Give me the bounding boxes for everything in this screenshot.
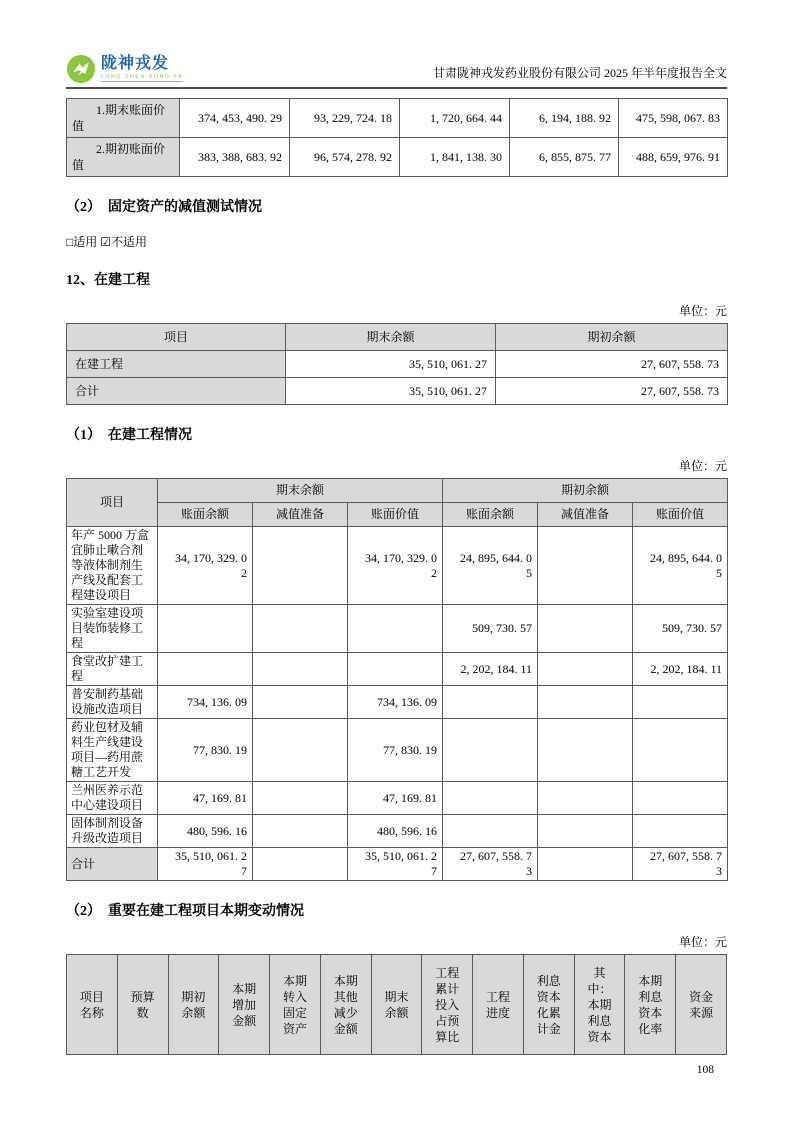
amount-cell [538, 653, 633, 686]
bird-logo-icon [66, 54, 96, 84]
row-label: 在建工程 [67, 351, 286, 378]
column-header: 账面价值 [348, 503, 443, 527]
page-header [66, 46, 727, 84]
amount-cell: 47, 169. 81 [158, 782, 253, 815]
amount-cell: 35, 510, 061. 27 [286, 351, 496, 378]
column-header: 账面余额 [443, 503, 538, 527]
amount-cell [633, 782, 728, 815]
table-header-row [67, 955, 727, 1055]
column-header: 减值准备 [538, 503, 633, 527]
amount-cell [538, 719, 633, 782]
amount-cell: 6, 194, 188. 92 [510, 99, 619, 138]
table-row [67, 686, 728, 719]
amount-cell: 96, 574, 278. 92 [290, 138, 400, 177]
brand-name: 陇神戎发 [101, 55, 170, 72]
applicability-note: □适用 ☑不适用 [66, 235, 148, 249]
column-group-header: 期末余额 [158, 479, 443, 503]
amount-cell [633, 686, 728, 719]
amount-cell [253, 782, 348, 815]
table-row [67, 378, 728, 405]
amount-cell [538, 527, 633, 605]
amount-cell: 480, 596. 16 [348, 815, 443, 848]
column-header: 本期增加金额 [219, 955, 270, 1055]
table-row [67, 719, 728, 782]
column-header: 本期转入固定资产 [270, 955, 321, 1055]
amount-cell: 488, 659, 976. 91 [619, 138, 728, 177]
amount-cell [253, 653, 348, 686]
column-header: 期初余额 [168, 955, 219, 1055]
amount-cell [538, 848, 633, 881]
column-header: 利息资本化累计金 [523, 955, 574, 1055]
header-rule [66, 87, 727, 89]
row-label: 1.期末账面价值 [67, 99, 180, 138]
brand-text [101, 56, 183, 82]
amount-cell [633, 815, 728, 848]
amount-cell [633, 719, 728, 782]
amount-cell [443, 719, 538, 782]
column-header: 预算数 [117, 955, 168, 1055]
row-label: 2.期初账面价值 [67, 138, 180, 177]
row-label: 合计 [67, 378, 286, 405]
amount-cell: 77, 830. 19 [158, 719, 253, 782]
amount-cell [253, 527, 348, 605]
project-name-cell: 兰州医养示范中心建设项目 [67, 782, 158, 815]
column-header: 账面余额 [158, 503, 253, 527]
impairment-heading: （2） 固定资产的减值测试情况 [66, 200, 262, 215]
amount-cell [158, 605, 253, 653]
unit-label: 单位：元 [678, 935, 727, 949]
column-header: 项目名称 [67, 955, 118, 1055]
column-header: 其中：本期利息资本 [574, 955, 625, 1055]
column-group-header: 期初余额 [443, 479, 728, 503]
project-name-cell: 药业包材及辅料生产线建设项目—药用蔗糖工艺开发 [67, 719, 158, 782]
unit-label: 单位：元 [678, 304, 727, 318]
cip-detail-heading: （1） 在建工程情况 [66, 428, 192, 443]
cip-summary-table [66, 323, 728, 405]
amount-cell: 374, 453, 490. 29 [180, 99, 290, 138]
column-header: 工程累计投入占预算比 [422, 955, 473, 1055]
column-header: 资金来源 [676, 955, 727, 1055]
amount-cell [253, 686, 348, 719]
page-number: 108 [696, 1064, 714, 1076]
amount-cell [348, 605, 443, 653]
column-header: 减值准备 [253, 503, 348, 527]
amount-cell: 2, 202, 184. 11 [633, 653, 728, 686]
project-name-cell: 普安制药基础设施改造项目 [67, 686, 158, 719]
amount-cell: 27, 607, 558. 73 [496, 378, 728, 405]
table-header-row [67, 479, 728, 503]
amount-cell [348, 653, 443, 686]
amount-cell [443, 815, 538, 848]
project-name-cell: 年产 5000 万盒宜肺止嗽合剂等液体制剂生产线及配套工程建设项目 [67, 527, 158, 605]
table-row [67, 99, 728, 138]
amount-cell: 509, 730. 57 [633, 605, 728, 653]
table-row [67, 782, 728, 815]
project-name-cell: 固体制剂设备升级改造项目 [67, 815, 158, 848]
amount-cell [158, 653, 253, 686]
amount-cell: 734, 136. 09 [158, 686, 253, 719]
column-header: 项目 [67, 324, 286, 351]
amount-cell: 383, 388, 683. 92 [180, 138, 290, 177]
amount-cell: 27, 607, 558. 73 [443, 848, 538, 881]
company-logo [66, 54, 183, 84]
amount-cell: 77, 830. 19 [348, 719, 443, 782]
column-header: 本期利息资本化率 [625, 955, 676, 1055]
amount-cell: 734, 136. 09 [348, 686, 443, 719]
amount-cell: 35, 510, 061. 27 [158, 848, 253, 881]
column-header: 工程进度 [473, 955, 524, 1055]
column-header: 期末余额 [371, 955, 422, 1055]
table-row [67, 527, 728, 605]
amount-cell: 35, 510, 061. 27 [286, 378, 496, 405]
column-header: 本期其他减少金额 [320, 955, 371, 1055]
column-header: 账面价值 [633, 503, 728, 527]
amount-cell: 34, 170, 329. 02 [348, 527, 443, 605]
table-row [67, 653, 728, 686]
cip-changes-table [66, 954, 727, 1055]
table-row [67, 138, 728, 177]
amount-cell: 93, 229, 724. 18 [290, 99, 400, 138]
table-total-row [67, 848, 728, 881]
amount-cell [538, 815, 633, 848]
amount-cell [253, 848, 348, 881]
project-name-cell: 食堂改扩建工程 [67, 653, 158, 686]
amount-cell [253, 719, 348, 782]
column-header: 期末余额 [286, 324, 496, 351]
document-title: 甘肃陇神戎发药业股份有限公司 2025 年半年度报告全文 [432, 66, 727, 80]
amount-cell: 480, 596. 16 [158, 815, 253, 848]
table-subheader-row [67, 503, 728, 527]
amount-cell: 2, 202, 184. 11 [443, 653, 538, 686]
amount-cell: 1, 720, 664. 44 [400, 99, 510, 138]
column-header: 期初余额 [496, 324, 728, 351]
amount-cell: 509, 730. 57 [443, 605, 538, 653]
amount-cell: 34, 170, 329. 02 [158, 527, 253, 605]
amount-cell [443, 686, 538, 719]
amount-cell [253, 605, 348, 653]
cip-detail-table [66, 478, 728, 881]
brand-name-en: LONG SHEN RONG FA [101, 74, 184, 80]
table-header-row [67, 324, 728, 351]
amount-cell: 475, 598, 067. 83 [619, 99, 728, 138]
table-row [67, 815, 728, 848]
unit-label: 单位：元 [678, 459, 727, 473]
amount-cell: 24, 895, 644. 05 [633, 527, 728, 605]
amount-cell: 35, 510, 061. 27 [348, 848, 443, 881]
amount-cell [538, 686, 633, 719]
amount-cell: 6, 855, 875. 77 [510, 138, 619, 177]
table-row [67, 351, 728, 378]
amount-cell: 27, 607, 558. 73 [633, 848, 728, 881]
amount-cell: 47, 169. 81 [348, 782, 443, 815]
amount-cell: 27, 607, 558. 73 [496, 351, 728, 378]
project-name-cell: 实验室建设项目装饰装修工程 [67, 605, 158, 653]
amount-cell [443, 782, 538, 815]
table-row [67, 605, 728, 653]
amount-cell: 24, 895, 644. 05 [443, 527, 538, 605]
amount-cell [253, 815, 348, 848]
column-header: 项目 [67, 479, 158, 527]
amount-cell [538, 605, 633, 653]
amount-cell [538, 782, 633, 815]
fixed-assets-carryover-table [66, 98, 728, 177]
cip-changes-heading: （2） 重要在建工程项目本期变动情况 [66, 904, 304, 919]
total-row-label: 合计 [67, 848, 158, 881]
amount-cell: 1, 841, 138. 30 [400, 138, 510, 177]
cip-heading: 12、在建工程 [66, 273, 150, 288]
